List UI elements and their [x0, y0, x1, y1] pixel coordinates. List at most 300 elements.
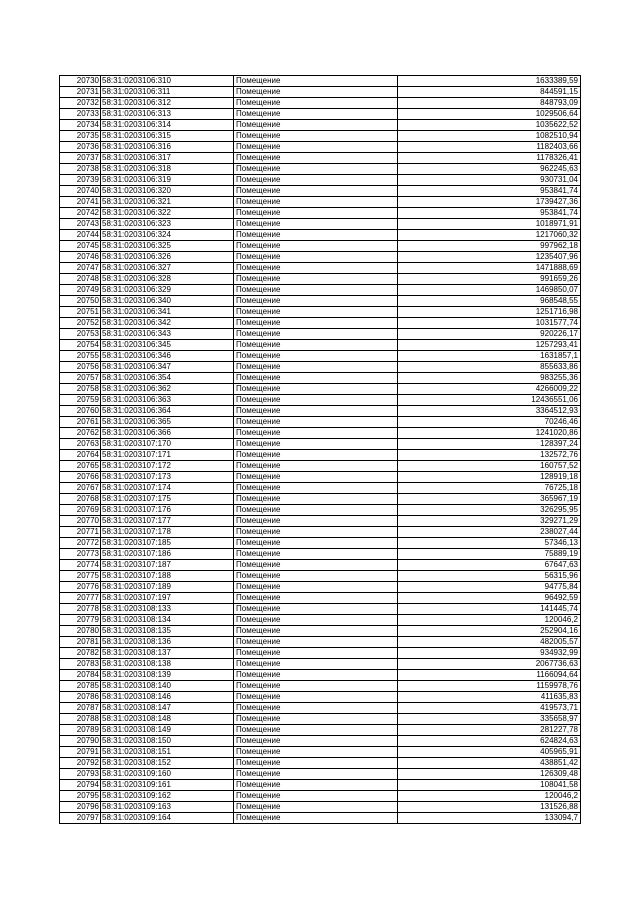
cadastral-value-cell: 1159978,76: [398, 681, 581, 692]
object-type-cell: Помещение: [234, 780, 398, 791]
object-type-cell: Помещение: [234, 417, 398, 428]
row-number-cell: 20753: [60, 329, 101, 340]
cadastral-number-cell: 58:31:0203106:366: [101, 428, 234, 439]
cadastral-number-cell: 58:31:0203108:150: [101, 736, 234, 747]
table-body: [60, 76, 581, 824]
cadastral-number-cell: 58:31:0203106:319: [101, 175, 234, 186]
cadastral-value-cell: 96492,59: [398, 593, 581, 604]
row-number-cell: 20750: [60, 296, 101, 307]
row-number-cell: 20759: [60, 395, 101, 406]
object-type-cell: Помещение: [234, 98, 398, 109]
cadastral-number-cell: 58:31:0203106:323: [101, 219, 234, 230]
table-row: [60, 230, 581, 241]
row-number-cell: 20772: [60, 538, 101, 549]
object-type-cell: Помещение: [234, 219, 398, 230]
cadastral-value-cell: 120046,2: [398, 791, 581, 802]
cadastral-value-cell: 848793,09: [398, 98, 581, 109]
table-row: [60, 87, 581, 98]
row-number-cell: 20749: [60, 285, 101, 296]
object-type-cell: Помещение: [234, 747, 398, 758]
object-type-cell: Помещение: [234, 395, 398, 406]
cadastral-value-cell: 160757,52: [398, 461, 581, 472]
table-row: [60, 725, 581, 736]
cadastral-value-cell: 131526,88: [398, 802, 581, 813]
row-number-cell: 20730: [60, 76, 101, 87]
cadastral-number-cell: 58:31:0203106:313: [101, 109, 234, 120]
table-row: [60, 538, 581, 549]
row-number-cell: 20788: [60, 714, 101, 725]
cadastral-number-cell: 58:31:0203108:149: [101, 725, 234, 736]
row-number-cell: 20787: [60, 703, 101, 714]
row-number-cell: 20763: [60, 439, 101, 450]
object-type-cell: Помещение: [234, 241, 398, 252]
row-number-cell: 20770: [60, 516, 101, 527]
cadastral-value-cell: 67647,63: [398, 560, 581, 571]
object-type-cell: Помещение: [234, 109, 398, 120]
object-type-cell: Помещение: [234, 340, 398, 351]
cadastral-value-cell: 252904,16: [398, 626, 581, 637]
table-row: [60, 439, 581, 450]
object-type-cell: Помещение: [234, 274, 398, 285]
cadastral-value-cell: 1633389,59: [398, 76, 581, 87]
cadastral-value-table: [59, 75, 581, 824]
object-type-cell: Помещение: [234, 637, 398, 648]
cadastral-value-cell: 3364512,93: [398, 406, 581, 417]
cadastral-value-cell: 1035622,52: [398, 120, 581, 131]
cadastral-value-cell: 1031577,74: [398, 318, 581, 329]
cadastral-number-cell: 58:31:0203106:326: [101, 252, 234, 263]
cadastral-value-cell: 133094,7: [398, 813, 581, 824]
cadastral-number-cell: 58:31:0203106:327: [101, 263, 234, 274]
table-row: [60, 780, 581, 791]
object-type-cell: Помещение: [234, 285, 398, 296]
table-row: [60, 252, 581, 263]
cadastral-number-cell: 58:31:0203106:324: [101, 230, 234, 241]
cadastral-value-cell: 405965,91: [398, 747, 581, 758]
cadastral-value-cell: 238027,44: [398, 527, 581, 538]
object-type-cell: Помещение: [234, 505, 398, 516]
cadastral-number-cell: 58:31:0203107:189: [101, 582, 234, 593]
cadastral-number-cell: 58:31:0203106:363: [101, 395, 234, 406]
object-type-cell: Помещение: [234, 593, 398, 604]
cadastral-number-cell: 58:31:0203109:164: [101, 813, 234, 824]
cadastral-number-cell: 58:31:0203106:343: [101, 329, 234, 340]
cadastral-value-cell: 94775,84: [398, 582, 581, 593]
object-type-cell: Помещение: [234, 252, 398, 263]
object-type-cell: Помещение: [234, 175, 398, 186]
cadastral-value-cell: 1739427,36: [398, 197, 581, 208]
object-type-cell: Помещение: [234, 263, 398, 274]
row-number-cell: 20747: [60, 263, 101, 274]
object-type-cell: Помещение: [234, 131, 398, 142]
table-row: [60, 593, 581, 604]
table-row: [60, 648, 581, 659]
table-row: [60, 703, 581, 714]
cadastral-value-cell: 1018971,91: [398, 219, 581, 230]
row-number-cell: 20734: [60, 120, 101, 131]
cadastral-number-cell: 58:31:0203106:345: [101, 340, 234, 351]
cadastral-number-cell: 58:31:0203106:341: [101, 307, 234, 318]
cadastral-number-cell: 58:31:0203109:162: [101, 791, 234, 802]
cadastral-value-cell: 1178326,41: [398, 153, 581, 164]
cadastral-number-cell: 58:31:0203106:362: [101, 384, 234, 395]
row-number-cell: 20795: [60, 791, 101, 802]
object-type-cell: Помещение: [234, 725, 398, 736]
cadastral-number-cell: 58:31:0203108:151: [101, 747, 234, 758]
row-number-cell: 20777: [60, 593, 101, 604]
cadastral-value-cell: 108041,58: [398, 780, 581, 791]
object-type-cell: Помещение: [234, 230, 398, 241]
object-type-cell: Помещение: [234, 296, 398, 307]
object-type-cell: Помещение: [234, 659, 398, 670]
cadastral-value-cell: 4266009,22: [398, 384, 581, 395]
cadastral-value-cell: 953841,74: [398, 186, 581, 197]
cadastral-number-cell: 58:31:0203107:186: [101, 549, 234, 560]
row-number-cell: 20740: [60, 186, 101, 197]
row-number-cell: 20780: [60, 626, 101, 637]
row-number-cell: 20735: [60, 131, 101, 142]
table-row: [60, 263, 581, 274]
table-row: [60, 461, 581, 472]
cadastral-number-cell: 58:31:0203107:188: [101, 571, 234, 582]
cadastral-number-cell: 58:31:0203108:139: [101, 670, 234, 681]
cadastral-value-cell: 120046,2: [398, 615, 581, 626]
row-number-cell: 20791: [60, 747, 101, 758]
cadastral-number-cell: 58:31:0203109:163: [101, 802, 234, 813]
object-type-cell: Помещение: [234, 527, 398, 538]
row-number-cell: 20789: [60, 725, 101, 736]
object-type-cell: Помещение: [234, 714, 398, 725]
cadastral-number-cell: 58:31:0203106:354: [101, 373, 234, 384]
row-number-cell: 20754: [60, 340, 101, 351]
object-type-cell: Помещение: [234, 208, 398, 219]
row-number-cell: 20786: [60, 692, 101, 703]
table-row: [60, 527, 581, 538]
row-number-cell: 20796: [60, 802, 101, 813]
cadastral-value-cell: 997962,18: [398, 241, 581, 252]
cadastral-value-cell: 365967,19: [398, 494, 581, 505]
table-row: [60, 505, 581, 516]
cadastral-number-cell: 58:31:0203108:134: [101, 615, 234, 626]
cadastral-number-cell: 58:31:0203106:320: [101, 186, 234, 197]
table-row: [60, 483, 581, 494]
object-type-cell: Помещение: [234, 692, 398, 703]
object-type-cell: Помещение: [234, 384, 398, 395]
cadastral-number-cell: 58:31:0203108:140: [101, 681, 234, 692]
table-row: [60, 692, 581, 703]
object-type-cell: Помещение: [234, 571, 398, 582]
table-row: [60, 175, 581, 186]
cadastral-number-cell: 58:31:0203106:329: [101, 285, 234, 296]
object-type-cell: Помещение: [234, 791, 398, 802]
row-number-cell: 20739: [60, 175, 101, 186]
cadastral-value-cell: 930731,04: [398, 175, 581, 186]
table-row: [60, 791, 581, 802]
object-type-cell: Помещение: [234, 428, 398, 439]
object-type-cell: Помещение: [234, 87, 398, 98]
cadastral-value-cell: 983255,36: [398, 373, 581, 384]
row-number-cell: 20767: [60, 483, 101, 494]
object-type-cell: Помещение: [234, 76, 398, 87]
table-row: [60, 373, 581, 384]
cadastral-value-cell: 991659,26: [398, 274, 581, 285]
cadastral-value-cell: 128397,24: [398, 439, 581, 450]
table-row: [60, 274, 581, 285]
table-row: [60, 131, 581, 142]
cadastral-number-cell: 58:31:0203107:173: [101, 472, 234, 483]
cadastral-number-cell: 58:31:0203108:133: [101, 604, 234, 615]
row-number-cell: 20765: [60, 461, 101, 472]
object-type-cell: Помещение: [234, 549, 398, 560]
object-type-cell: Помещение: [234, 703, 398, 714]
table-row: [60, 76, 581, 87]
object-type-cell: Помещение: [234, 604, 398, 615]
cadastral-value-cell: 1029506,64: [398, 109, 581, 120]
table-row: [60, 659, 581, 670]
cadastral-number-cell: 58:31:0203108:137: [101, 648, 234, 659]
row-number-cell: 20746: [60, 252, 101, 263]
row-number-cell: 20736: [60, 142, 101, 153]
row-number-cell: 20790: [60, 736, 101, 747]
table-row: [60, 604, 581, 615]
table-row: [60, 395, 581, 406]
cadastral-number-cell: 58:31:0203106:316: [101, 142, 234, 153]
cadastral-number-cell: 58:31:0203106:310: [101, 76, 234, 87]
cadastral-value-cell: 844591,15: [398, 87, 581, 98]
row-number-cell: 20737: [60, 153, 101, 164]
object-type-cell: Помещение: [234, 351, 398, 362]
row-number-cell: 20744: [60, 230, 101, 241]
row-number-cell: 20794: [60, 780, 101, 791]
row-number-cell: 20738: [60, 164, 101, 175]
table-row: [60, 758, 581, 769]
row-number-cell: 20773: [60, 549, 101, 560]
row-number-cell: 20732: [60, 98, 101, 109]
table-row: [60, 351, 581, 362]
row-number-cell: 20776: [60, 582, 101, 593]
object-type-cell: Помещение: [234, 197, 398, 208]
table-row: [60, 813, 581, 824]
table-row: [60, 285, 581, 296]
table-row: [60, 626, 581, 637]
table-row: [60, 208, 581, 219]
table-row: [60, 307, 581, 318]
table-row: [60, 329, 581, 340]
cadastral-value-cell: 1469850,07: [398, 285, 581, 296]
cadastral-value-cell: 962245,63: [398, 164, 581, 175]
cadastral-value-cell: 438851,42: [398, 758, 581, 769]
object-type-cell: Помещение: [234, 670, 398, 681]
row-number-cell: 20784: [60, 670, 101, 681]
row-number-cell: 20785: [60, 681, 101, 692]
cadastral-number-cell: 58:31:0203107:171: [101, 450, 234, 461]
cadastral-number-cell: 58:31:0203107:175: [101, 494, 234, 505]
object-type-cell: Помещение: [234, 318, 398, 329]
table-row: [60, 98, 581, 109]
cadastral-value-cell: 1082510,94: [398, 131, 581, 142]
row-number-cell: 20758: [60, 384, 101, 395]
row-number-cell: 20766: [60, 472, 101, 483]
cadastral-number-cell: 58:31:0203107:174: [101, 483, 234, 494]
row-number-cell: 20782: [60, 648, 101, 659]
table-row: [60, 571, 581, 582]
object-type-cell: Помещение: [234, 406, 398, 417]
row-number-cell: 20781: [60, 637, 101, 648]
cadastral-value-cell: 75889,19: [398, 549, 581, 560]
table-row: [60, 109, 581, 120]
object-type-cell: Помещение: [234, 461, 398, 472]
row-number-cell: 20752: [60, 318, 101, 329]
cadastral-number-cell: 58:31:0203106:321: [101, 197, 234, 208]
table-row: [60, 670, 581, 681]
row-number-cell: 20769: [60, 505, 101, 516]
cadastral-number-cell: 58:31:0203106:342: [101, 318, 234, 329]
table-row: [60, 736, 581, 747]
cadastral-number-cell: 58:31:0203108:135: [101, 626, 234, 637]
cadastral-value-cell: 1631857,1: [398, 351, 581, 362]
object-type-cell: Помещение: [234, 516, 398, 527]
cadastral-number-cell: 58:31:0203107:170: [101, 439, 234, 450]
cadastral-number-cell: 58:31:0203107:177: [101, 516, 234, 527]
object-type-cell: Помещение: [234, 813, 398, 824]
row-number-cell: 20745: [60, 241, 101, 252]
row-number-cell: 20741: [60, 197, 101, 208]
cadastral-value-cell: 1182403,66: [398, 142, 581, 153]
cadastral-value-cell: 482005,57: [398, 637, 581, 648]
cadastral-value-cell: 968548,55: [398, 296, 581, 307]
object-type-cell: Помещение: [234, 626, 398, 637]
cadastral-value-cell: 920226,17: [398, 329, 581, 340]
table-row: [60, 516, 581, 527]
row-number-cell: 20774: [60, 560, 101, 571]
row-number-cell: 20731: [60, 87, 101, 98]
cadastral-number-cell: 58:31:0203108:152: [101, 758, 234, 769]
object-type-cell: Помещение: [234, 736, 398, 747]
table-row: [60, 197, 581, 208]
cadastral-number-cell: 58:31:0203107:176: [101, 505, 234, 516]
cadastral-value-cell: 411635,83: [398, 692, 581, 703]
cadastral-number-cell: 58:31:0203106:364: [101, 406, 234, 417]
row-number-cell: 20797: [60, 813, 101, 824]
row-number-cell: 20779: [60, 615, 101, 626]
object-type-cell: Помещение: [234, 373, 398, 384]
table-row: [60, 362, 581, 373]
object-type-cell: Помещение: [234, 307, 398, 318]
object-type-cell: Помещение: [234, 186, 398, 197]
cadastral-value-cell: 56315,96: [398, 571, 581, 582]
table-row: [60, 549, 581, 560]
cadastral-value-cell: 1235407,96: [398, 252, 581, 263]
object-type-cell: Помещение: [234, 538, 398, 549]
cadastral-number-cell: 58:31:0203106:312: [101, 98, 234, 109]
table-row: [60, 681, 581, 692]
object-type-cell: Помещение: [234, 142, 398, 153]
table-row: [60, 241, 581, 252]
table-row: [60, 802, 581, 813]
row-number-cell: 20762: [60, 428, 101, 439]
cadastral-number-cell: 58:31:0203108:138: [101, 659, 234, 670]
object-type-cell: Помещение: [234, 494, 398, 505]
cadastral-value-cell: 132572,76: [398, 450, 581, 461]
object-type-cell: Помещение: [234, 615, 398, 626]
object-type-cell: Помещение: [234, 329, 398, 340]
table-row: [60, 340, 581, 351]
object-type-cell: Помещение: [234, 560, 398, 571]
table-row: [60, 318, 581, 329]
cadastral-number-cell: 58:31:0203106:347: [101, 362, 234, 373]
row-number-cell: 20755: [60, 351, 101, 362]
table-row: [60, 406, 581, 417]
cadastral-number-cell: 58:31:0203106:322: [101, 208, 234, 219]
table-row: [60, 296, 581, 307]
cadastral-value-cell: 953841,74: [398, 208, 581, 219]
row-number-cell: 20743: [60, 219, 101, 230]
table-row: [60, 582, 581, 593]
cadastral-number-cell: 58:31:0203108:147: [101, 703, 234, 714]
cadastral-value-cell: 2067736,63: [398, 659, 581, 670]
cadastral-value-cell: 855633,86: [398, 362, 581, 373]
row-number-cell: 20742: [60, 208, 101, 219]
row-number-cell: 20775: [60, 571, 101, 582]
cadastral-value-cell: 624824,63: [398, 736, 581, 747]
row-number-cell: 20756: [60, 362, 101, 373]
row-number-cell: 20733: [60, 109, 101, 120]
cadastral-number-cell: 58:31:0203106:325: [101, 241, 234, 252]
row-number-cell: 20771: [60, 527, 101, 538]
object-type-cell: Помещение: [234, 802, 398, 813]
row-number-cell: 20783: [60, 659, 101, 670]
cadastral-value-cell: 1471888,69: [398, 263, 581, 274]
object-type-cell: Помещение: [234, 153, 398, 164]
cadastral-value-cell: 335658,97: [398, 714, 581, 725]
object-type-cell: Помещение: [234, 769, 398, 780]
table-row: [60, 164, 581, 175]
cadastral-number-cell: 58:31:0203106:317: [101, 153, 234, 164]
object-type-cell: Помещение: [234, 648, 398, 659]
cadastral-value-cell: 1166094,64: [398, 670, 581, 681]
cadastral-number-cell: 58:31:0203106:314: [101, 120, 234, 131]
row-number-cell: 20764: [60, 450, 101, 461]
cadastral-number-cell: 58:31:0203109:161: [101, 780, 234, 791]
table-row: [60, 472, 581, 483]
cadastral-number-cell: 58:31:0203106:346: [101, 351, 234, 362]
table-row: [60, 428, 581, 439]
row-number-cell: 20751: [60, 307, 101, 318]
object-type-cell: Помещение: [234, 450, 398, 461]
row-number-cell: 20748: [60, 274, 101, 285]
object-type-cell: Помещение: [234, 439, 398, 450]
cadastral-number-cell: 58:31:0203107:178: [101, 527, 234, 538]
object-type-cell: Помещение: [234, 120, 398, 131]
cadastral-value-cell: 326295,95: [398, 505, 581, 516]
cadastral-value-cell: 934932,99: [398, 648, 581, 659]
row-number-cell: 20768: [60, 494, 101, 505]
table-row: [60, 769, 581, 780]
row-number-cell: 20761: [60, 417, 101, 428]
table-row: [60, 615, 581, 626]
cadastral-value-cell: 329271,29: [398, 516, 581, 527]
cadastral-number-cell: 58:31:0203107:185: [101, 538, 234, 549]
cadastral-value-cell: 1251716,98: [398, 307, 581, 318]
cadastral-number-cell: 58:31:0203106:328: [101, 274, 234, 285]
cadastral-number-cell: 58:31:0203107:187: [101, 560, 234, 571]
cadastral-value-cell: 1241020,86: [398, 428, 581, 439]
table-row: [60, 417, 581, 428]
object-type-cell: Помещение: [234, 164, 398, 175]
cadastral-number-cell: 58:31:0203108:146: [101, 692, 234, 703]
cadastral-number-cell: 58:31:0203106:315: [101, 131, 234, 142]
cadastral-number-cell: 58:31:0203106:340: [101, 296, 234, 307]
